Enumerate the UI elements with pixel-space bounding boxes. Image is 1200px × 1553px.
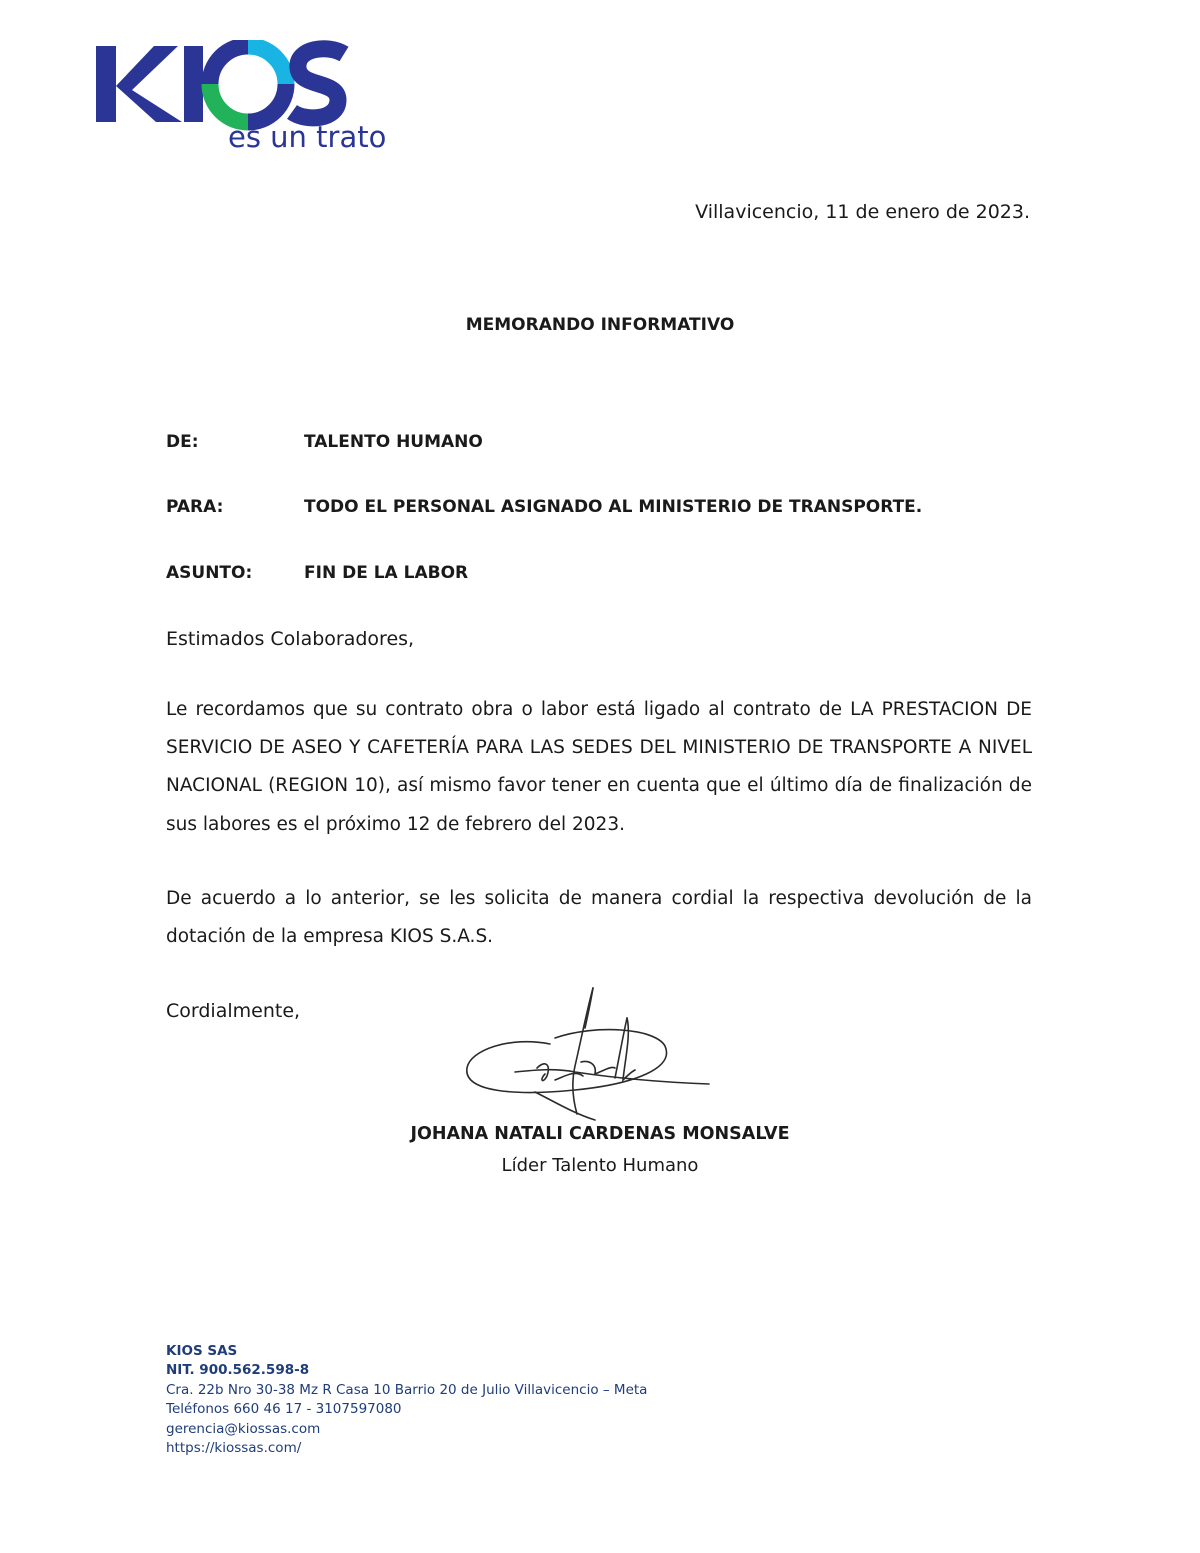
footer-website: https://kiossas.com/ — [166, 1440, 302, 1457]
footer-address: Cra. 22b Nro 30-38 Mz R Casa 10 Barrio 20 de Julio Villavicencio – Meta — [166, 1381, 648, 1398]
to-label: PARA: — [166, 497, 224, 517]
to-value: TODO EL PERSONAL ASIGNADO AL MINISTERIO DE TRANSPORTE. — [304, 497, 923, 517]
kios-wordmark — [96, 46, 344, 122]
footer-phones: Teléfonos 660 46 17 - 3107597080 — [166, 1401, 402, 1418]
body-paragraph-1: Le recordamos que su contrato obra o labor está ligado al contrato de LA PRESTACION DE SERVICIO DE ASEO Y CAFETERÍA PARA LAS SEDES DEL MINISTERIO DE TRANSPORTE A NIVEL NACIONAL (REGION 10), así mismo favor tener en cuenta que el último día de finalización de sus labores es el próximo 12 de febrero del 2023. — [166, 699, 1032, 835]
memo-title: MEMORANDO INFORMATIVO — [465, 315, 735, 335]
signer-role: Líder Talento Humano — [501, 1155, 699, 1176]
logo-tagline: es un trato — [228, 120, 387, 154]
closing: Cordialmente, — [166, 1000, 301, 1022]
footer-nit: NIT. 900.562.598-8 — [166, 1362, 310, 1379]
from-value: TALENTO HUMANO — [304, 432, 483, 452]
body-paragraph-2: De acuerdo a lo anterior, se les solicita de manera cordial la respectiva devolución de la dotación de la empresa KIOS S.A.S. — [166, 888, 1032, 948]
date-line: Villavicencio, 11 de enero de 2023. — [695, 201, 1030, 223]
handwritten-signature — [455, 980, 720, 1125]
greeting: Estimados Colaboradores, — [166, 628, 415, 650]
from-label: DE: — [166, 432, 199, 452]
signer-name: JOHANA NATALI CARDENAS MONSALVE — [410, 1124, 790, 1144]
subject-value: FIN DE LA LABOR — [304, 563, 469, 583]
subject-label: ASUNTO: — [166, 563, 253, 583]
footer-email: gerencia@kiossas.com — [166, 1420, 321, 1437]
footer-company: KIOS SAS — [166, 1343, 238, 1359]
kios-logo — [92, 40, 402, 165]
footer — [166, 1342, 647, 1458]
